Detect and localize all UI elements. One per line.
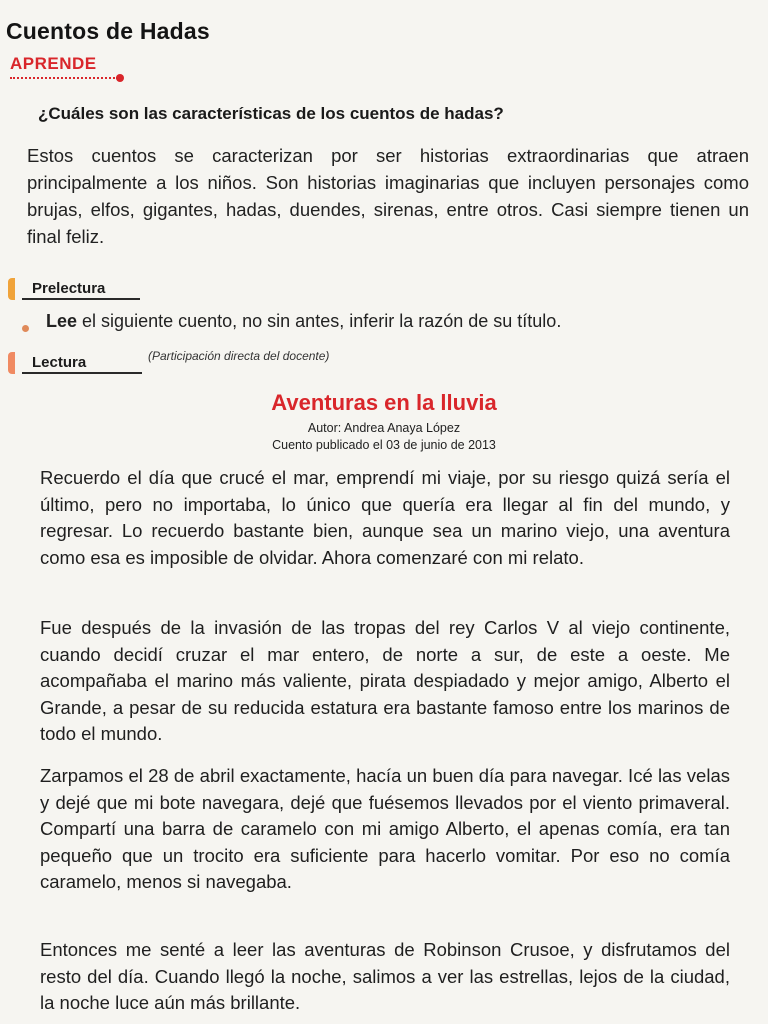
section-aprende: APRENDE bbox=[10, 54, 97, 73]
story-paragraph-3: Zarpamos el 28 de abril exactamente, hacía un buen día para navegar. Icé las velas y dejé que mi bote navegara, dejé que fuésemos llevados por el viento primaveral. Compartí una barra de caramelo con mi amigo Alberto, el apenas comía, era tan pequeño que un trocito era suficiente para hacerlo vomitar. Por eso no comía caramelo, menos si navegaba. bbox=[40, 765, 730, 892]
instruction-bold: Lee bbox=[46, 311, 78, 331]
lectura-label: Lectura bbox=[32, 354, 87, 371]
page-title: Cuentos de Hadas bbox=[6, 18, 210, 44]
intro-paragraph: Estos cuentos se caracterizan por ser historias extraordinarias que atraen principalmente a los niños. Son historias imaginarias que incluyen personajes como brujas, elfos, gigantes, hadas, duendes, sirenas, entre otros. Casi siempre tienen un final feliz. bbox=[27, 145, 749, 247]
prelectura-label: Prelectura bbox=[32, 280, 106, 297]
story-title: Aventuras en la lluvia bbox=[271, 390, 497, 415]
bullet-icon bbox=[22, 325, 29, 332]
aprende-dot bbox=[116, 74, 124, 82]
question-heading: ¿Cuáles son las características de los cuentos de hadas? bbox=[38, 104, 504, 123]
lectura-tab-marker bbox=[8, 352, 15, 374]
story-paragraph-4: Entonces me senté a leer las aventuras de Robinson Crusoe, y disfrutamos del resto del día. Cuando llegó la noche, salimos a ver las estrellas, lejos de la ciudad, la noche luce aún más brillante. bbox=[40, 939, 730, 1013]
story-paragraph-1: Recuerdo el día que crucé el mar, emprendí mi viaje, por su riesgo quizá sería el último, pero no importaba, lo único que quería era llegar al fin del mundo, y regresar. Lo recuerdo bastante bien, aunque sea un marino viejo, una aventura como esa es imposible de olvidar. Ahora comenzaré con mi relato. bbox=[40, 467, 730, 568]
prelectura-tab-marker bbox=[8, 278, 15, 300]
aprende-dotted-underline bbox=[10, 77, 118, 79]
prelectura-instruction bbox=[46, 311, 561, 332]
story-author: Autor: Andrea Anaya López bbox=[307, 421, 461, 435]
prelectura-underline bbox=[22, 298, 140, 300]
story-paragraph-2: Fue después de la invasión de las tropas del rey Carlos V al viejo continente, cuando decidí cruzar el mar entero, de norte a sur, de este a oeste. Me acompañaba el marino más valiente, pirata despiadado y mejor amigo, Alberto el Grande, a pesar de su reducida estatura era bastante famoso entre los marinos de todo el mundo. bbox=[40, 617, 730, 744]
story-published-date: Cuento publicado el 03 de junio de 2013 bbox=[272, 438, 496, 452]
instruction-text: el siguiente cuento, no sin antes, inferir la razón de su título. bbox=[77, 311, 562, 331]
lectura-underline bbox=[22, 372, 142, 374]
lectura-note: (Participación directa del docente) bbox=[148, 349, 330, 363]
